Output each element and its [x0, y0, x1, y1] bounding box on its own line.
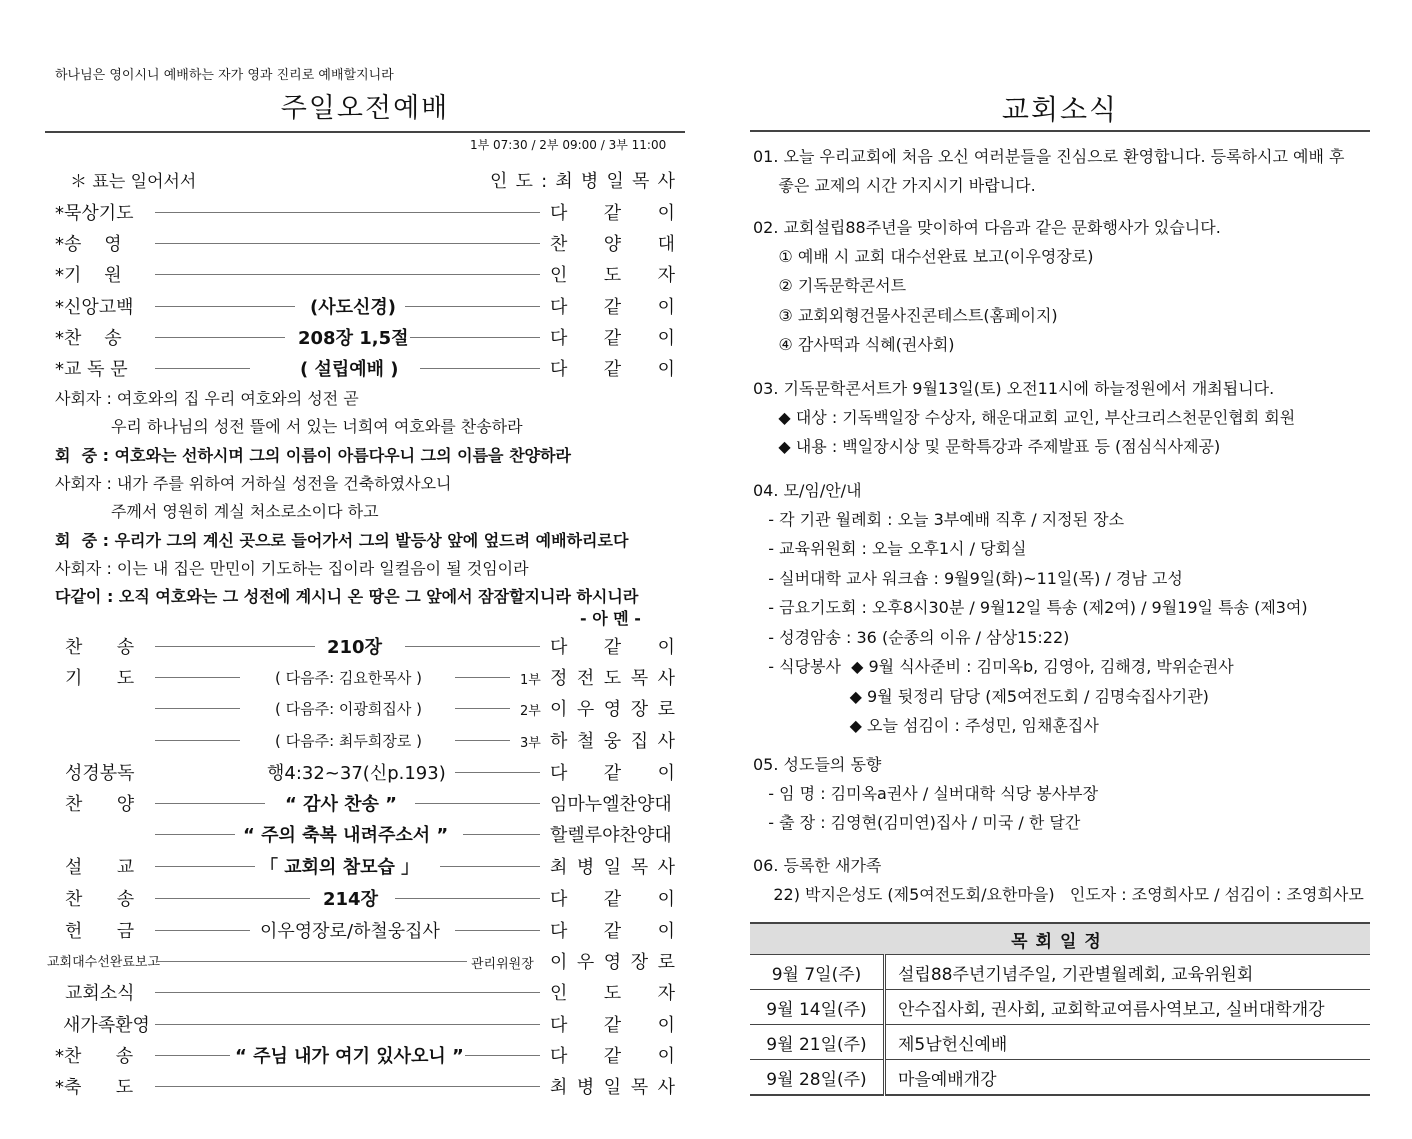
- news-line: - 식당봉사 ◆ 9월 식사준비 : 김미옥b, 김영아, 김해경, 박위순권사: [753, 657, 1234, 676]
- order-row: 찬 양 “ 감사 찬송 ” 임마누엘찬양대: [65, 794, 672, 815]
- schedule-table: [750, 922, 1370, 1096]
- page-title: 주일오전예배: [280, 93, 450, 124]
- order-row: 헌 금 이우영장로/하철웅집사 다 같 이: [65, 921, 675, 942]
- news-line: 04. 모/임/안/내: [753, 481, 862, 500]
- order-row: 찬 송 214장 다 같 이: [65, 889, 675, 910]
- news-line: ① 예배 시 교회 대수선완료 보고(이우영장로): [753, 247, 1094, 266]
- litany-line: 회 중 : 우리가 그의 계신 곳으로 들어가서 그의 발등상 앞에 엎드려 예배하리로다: [55, 531, 629, 550]
- news-line: ④ 감사떡과 식혜(권사회): [753, 335, 955, 354]
- order-row: *찬 송 “ 주님 내가 여기 있사오니 ” 다 같 이: [55, 1046, 675, 1067]
- schedule-header: 목회일정: [750, 923, 1370, 955]
- scripture-verse: 하나님은 영이시니 예배하는 자가 영과 진리로 예배할지니라: [55, 68, 394, 83]
- news-line: ◆ 내용 : 백일장시상 및 문학특강과 주제발표 등 (점심식사제공): [753, 437, 1221, 456]
- leader: 인 도 : 최 병 일 목 사: [490, 171, 675, 192]
- news-title: 교회소식: [1001, 93, 1119, 126]
- litany-line: 사회자 : 내가 주를 위하여 거하실 성전을 건축하였사오니: [55, 474, 452, 493]
- order-row: 교회소식 인 도 자: [65, 983, 675, 1004]
- litany-line: 회 중 : 여호와는 선하시며 그의 이름이 아름다우니 그의 이름을 찬양하라: [55, 446, 571, 465]
- standing-note: ＊ 표는 일어서서: [70, 172, 197, 192]
- table-row: 9월 7일(주) 설립88주년기념주일, 기관별월례회, 교육위원회: [750, 955, 1370, 990]
- order-row: ( 다음주: 최두희장로 ) 3부 하 철 웅 집 사: [55, 727, 675, 755]
- order-row: 성경봉독 행4:32~37(신p.193) 다 같 이: [65, 763, 675, 784]
- order-row: *묵상기도 다 같 이: [55, 203, 675, 224]
- news-line: - 교육위원회 : 오늘 오후1시 / 당회실: [753, 539, 1027, 558]
- litany-line: 사회자 : 이는 내 집은 만민이 기도하는 집이라 일컬음이 될 것임이라: [55, 559, 529, 578]
- news-line: 22) 박지은성도 (제5여전도회/요한마을) 인도자 : 조영희사모 / 섬김이 : 조영희사모: [753, 885, 1364, 904]
- table-row: 9월 21일(주) 제5남헌신예배: [750, 1025, 1370, 1060]
- news-line: - 성경암송 : 36 (순종의 이유 / 삼상15:22): [753, 628, 1070, 647]
- order-row: 설 교 「 교회의 참모습 」 최 병 일 목 사: [65, 857, 675, 878]
- order-row: “ 주의 축복 내려주소서 ” 할렐루야찬양대: [55, 821, 675, 849]
- news-line: - 출 장 : 김영현(김미연)집사 / 미국 / 한 달간: [753, 813, 1081, 832]
- litany-line: 사회자 : 여호와의 집 우리 여호와의 성전 곧: [55, 389, 359, 408]
- litany-line: 우리 하나님의 성전 뜰에 서 있는 너희여 여호와를 찬송하라: [55, 417, 523, 436]
- news-line: - 각 기관 월례회 : 오늘 3부예배 직후 / 지정된 장소: [753, 510, 1125, 529]
- service-times: 1부 07:30 / 2부 09:00 / 3부 11:00: [470, 138, 667, 152]
- news-line: 02. 교회설립88주년을 맞이하여 다음과 같은 문화행사가 있습니다.: [753, 218, 1221, 237]
- order-row: 새가족환영 다 같 이: [63, 1015, 675, 1036]
- news-line: ③ 교회외형건물사진콘테스트(홈페이지): [753, 306, 1058, 325]
- order-row: *교 독 문 ( 설립예배 ) 다 같 이: [55, 359, 675, 380]
- order-row: 기 도 ( 다음주: 김요한목사 ) 1부 정 전 도 목 사: [65, 668, 675, 689]
- order-row: *찬 송 208장 1,5절 다 같 이: [55, 328, 675, 349]
- news-line: ◆ 9월 뒷정리 담당 (제5여전도회 / 김명숙집사기관): [753, 687, 1209, 706]
- news-line: 좋은 교제의 시간 가지시기 바랍니다.: [753, 176, 1036, 195]
- news-line: - 금요기도회 : 오후8시30분 / 9월12일 특송 (제2여) / 9월19일 특송 (제3여): [753, 598, 1308, 617]
- news-line: 03. 기독문학콘서트가 9월13일(토) 오전11시에 하늘정원에서 개최됩니다.: [753, 379, 1275, 398]
- order-row: *기 원 인 도 자: [55, 265, 675, 286]
- news-line: - 임 명 : 김미옥a권사 / 실버대학 식당 봉사부장: [753, 784, 1099, 803]
- order-row: *신앙고백 (사도신경) 다 같 이: [55, 297, 675, 318]
- news-line: 01. 오늘 우리교회에 처음 오신 여러분들을 진심으로 환영합니다. 등록하시고 예배 후: [753, 147, 1345, 166]
- amen: - 아 멘 -: [580, 609, 641, 628]
- order-row: 교회대수선완료보고 관리위원장 이 우 영 장 로: [47, 952, 675, 973]
- table-row: 9월 14일(주) 안수집사회, 권사회, 교회학교여름사역보고, 실버대학개강: [750, 990, 1370, 1025]
- news-line: 06. 등록한 새가족: [753, 856, 882, 875]
- news-line: ② 기독문학콘서트: [753, 276, 907, 295]
- order-row: 찬 송 210장 다 같 이: [65, 637, 675, 658]
- litany-line: 다같이 : 오직 여호와는 그 성전에 계시니 온 땅은 그 앞에서 잠잠할지니라 하시니라: [55, 587, 639, 606]
- title-divider: [45, 131, 685, 133]
- news-line: 05. 성도들의 동향: [753, 755, 882, 774]
- litany-line: 주께서 영원히 계실 처소로소이다 하고: [55, 502, 379, 521]
- order-row: ( 다음주: 이광희집사 ) 2부 이 우 영 장 로: [55, 695, 675, 723]
- header-row: [55, 167, 675, 195]
- news-line: - 실버대학 교사 워크숍 : 9월9일(화)~11일(목) / 경남 고성: [753, 569, 1183, 588]
- news-line: ◆ 오늘 섬김이 : 주성민, 임채훈집사: [753, 716, 1099, 735]
- news-title-divider: [750, 130, 1370, 132]
- news-line: ◆ 대상 : 기독백일장 수상자, 해운대교회 교인, 부산크리스천문인협회 회원: [753, 408, 1296, 427]
- order-row: *송 영 찬 양 대: [55, 234, 675, 255]
- table-row: 9월 28일(주) 마을예배개강: [750, 1060, 1370, 1096]
- order-row: *축 도 최 병 일 목 사: [55, 1077, 675, 1098]
